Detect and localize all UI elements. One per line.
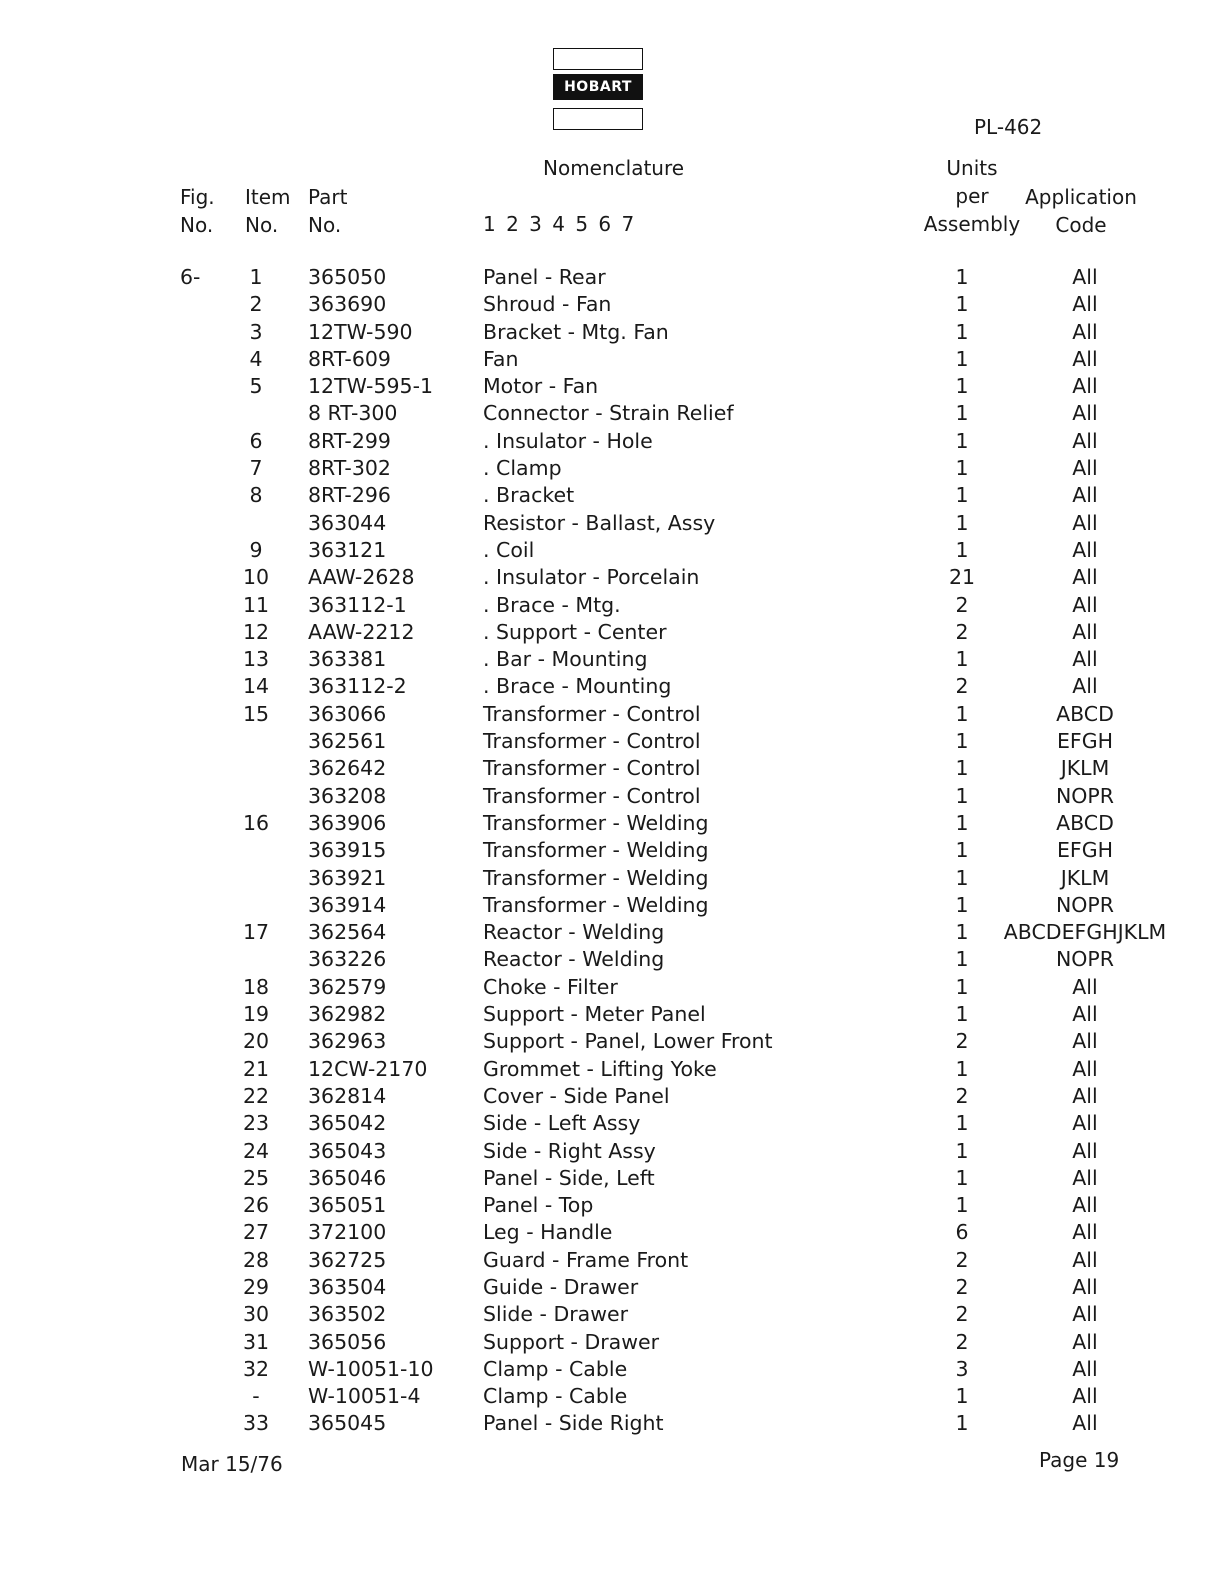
nomenclature: . Clamp — [483, 456, 562, 481]
item-no: 28 — [242, 1247, 270, 1272]
application-code: All — [1072, 1356, 1098, 1381]
item-no: - — [252, 1384, 260, 1409]
units-per-assembly: 1 — [955, 1411, 969, 1436]
units-per-assembly: 1 — [955, 428, 969, 453]
nomenclature: Panel - Side Right — [483, 1411, 664, 1436]
units-per-assembly: 2 — [955, 1329, 969, 1354]
part-no: 365042 — [308, 1111, 387, 1136]
part-no: 362725 — [308, 1247, 387, 1272]
table-row — [0, 1329, 1222, 1356]
application-code: All — [1072, 1138, 1098, 1163]
item-no: 9 — [249, 537, 263, 562]
application-code: All — [1072, 674, 1098, 699]
nomenclature: Transformer - Welding — [483, 838, 709, 863]
item-no: 8 — [249, 483, 263, 508]
item-no: 10 — [242, 565, 270, 590]
header-units-line3: Assembly — [923, 212, 1021, 236]
table-row — [0, 701, 1222, 728]
table-row — [0, 428, 1222, 455]
table-row — [0, 1410, 1222, 1437]
table-row — [0, 1192, 1222, 1219]
units-per-assembly: 1 — [955, 1138, 969, 1163]
units-per-assembly: 1 — [955, 292, 969, 317]
nomenclature: Support - Meter Panel — [483, 1002, 706, 1027]
part-no: 363914 — [308, 892, 387, 917]
part-no: 362564 — [308, 920, 387, 945]
header-nomenclature: Nomenclature — [543, 156, 685, 180]
units-per-assembly: 1 — [955, 1056, 969, 1081]
application-code: NOPR — [1055, 783, 1115, 808]
application-code: All — [1072, 619, 1098, 644]
part-no: 362814 — [308, 1083, 387, 1108]
table-row — [0, 510, 1222, 537]
application-code: NOPR — [1055, 947, 1115, 972]
units-per-assembly: 1 — [955, 647, 969, 672]
units-per-assembly: 2 — [955, 674, 969, 699]
units-per-assembly: 1 — [955, 510, 969, 535]
application-code: All — [1072, 483, 1098, 508]
part-no: 363502 — [308, 1302, 387, 1327]
application-code: All — [1072, 1111, 1098, 1136]
units-per-assembly: 2 — [955, 1302, 969, 1327]
application-code: All — [1072, 456, 1098, 481]
nomenclature: Motor - Fan — [483, 374, 599, 399]
nomenclature: Shroud - Fan — [483, 292, 612, 317]
footer-page-number: Page 19 — [1039, 1448, 1120, 1472]
nomenclature: Transformer - Welding — [483, 892, 709, 917]
table-row — [0, 592, 1222, 619]
application-code: All — [1072, 592, 1098, 617]
nomenclature: Clamp - Cable — [483, 1356, 628, 1381]
application-code: All — [1072, 1193, 1098, 1218]
units-per-assembly: 1 — [955, 401, 969, 426]
table-row — [0, 783, 1222, 810]
nomenclature: Support - Drawer — [483, 1329, 660, 1354]
table-row — [0, 482, 1222, 509]
part-no: 363921 — [308, 865, 387, 890]
table-row — [0, 455, 1222, 482]
fig-no: 6- — [180, 265, 201, 289]
parts-list — [0, 264, 1222, 1438]
application-code: All — [1072, 1083, 1098, 1108]
header-application-line2: Code — [1055, 213, 1107, 237]
header-part-line1: Part — [308, 185, 348, 209]
part-no: W-10051-10 — [308, 1356, 434, 1381]
part-no: 363906 — [308, 810, 387, 835]
application-code: EFGH — [1056, 729, 1114, 754]
part-no: 362642 — [308, 756, 387, 781]
table-row — [0, 673, 1222, 700]
item-no: 31 — [242, 1329, 270, 1354]
item-no: 29 — [242, 1274, 270, 1299]
item-no: 14 — [242, 674, 270, 699]
table-row — [0, 810, 1222, 837]
part-no: 365051 — [308, 1193, 387, 1218]
part-no: 363504 — [308, 1274, 387, 1299]
nomenclature: Choke - Filter — [483, 974, 618, 999]
logo-top-box — [553, 48, 643, 70]
part-no: 365050 — [308, 265, 387, 289]
nomenclature: Connector - Strain Relief — [483, 401, 734, 426]
hobart-logo — [553, 48, 643, 130]
table-row — [0, 564, 1222, 591]
header-fig-no — [180, 183, 215, 239]
header-item-no — [245, 183, 291, 239]
nomenclature: . Coil — [483, 537, 535, 562]
part-no: 12CW-2170 — [308, 1056, 428, 1081]
units-per-assembly: 2 — [955, 592, 969, 617]
part-no: 363208 — [308, 783, 387, 808]
nomenclature: . Support - Center — [483, 619, 667, 644]
nomenclature: Guard - Frame Front — [483, 1247, 689, 1272]
table-row — [0, 1165, 1222, 1192]
nomenclature: Slide - Drawer — [483, 1302, 629, 1327]
nomenclature: Grommet - Lifting Yoke — [483, 1056, 717, 1081]
table-row — [0, 1301, 1222, 1328]
part-no: 363690 — [308, 292, 387, 317]
nomenclature: Reactor - Welding — [483, 920, 665, 945]
item-no: 20 — [242, 1029, 270, 1054]
nomenclature: Side - Left Assy — [483, 1111, 641, 1136]
application-code: All — [1072, 1029, 1098, 1054]
units-per-assembly: 1 — [955, 947, 969, 972]
table-row — [0, 1056, 1222, 1083]
item-no: 6 — [249, 428, 263, 453]
table-row — [0, 1219, 1222, 1246]
part-no: 365045 — [308, 1411, 387, 1436]
units-per-assembly: 2 — [955, 1274, 969, 1299]
nomenclature: . Bracket — [483, 483, 575, 508]
application-code: All — [1072, 346, 1098, 371]
application-code: All — [1072, 1002, 1098, 1027]
header-units-line2: per — [955, 184, 989, 208]
header-units-line1: Units — [946, 156, 998, 180]
part-no: 363381 — [308, 647, 387, 672]
part-no: 12TW-590 — [308, 319, 413, 344]
nomenclature: Side - Right Assy — [483, 1138, 656, 1163]
units-per-assembly: 1 — [955, 346, 969, 371]
part-no: 365043 — [308, 1138, 387, 1163]
application-code: JKLM — [1060, 865, 1110, 890]
units-per-assembly: 1 — [955, 1165, 969, 1190]
units-per-assembly: 1 — [955, 265, 969, 289]
nomenclature: Leg - Handle — [483, 1220, 613, 1245]
application-code: All — [1072, 1411, 1098, 1436]
nomenclature: Transformer - Welding — [483, 810, 709, 835]
application-code: All — [1072, 292, 1098, 317]
part-no: 8RT-296 — [308, 483, 391, 508]
application-code: All — [1072, 1220, 1098, 1245]
units-per-assembly: 1 — [955, 1111, 969, 1136]
units-per-assembly: 21 — [948, 565, 976, 590]
application-code: ABCDEFGHJKLM — [1003, 920, 1167, 945]
header-part-no — [308, 183, 347, 239]
table-row — [0, 1001, 1222, 1028]
table-row — [0, 1083, 1222, 1110]
nomenclature: Transformer - Welding — [483, 865, 709, 890]
units-per-assembly: 1 — [955, 756, 969, 781]
units-per-assembly: 1 — [955, 1193, 969, 1218]
item-no: 33 — [242, 1411, 270, 1436]
header-item-line1: Item — [245, 185, 291, 209]
units-per-assembly: 1 — [955, 810, 969, 835]
units-per-assembly: 1 — [955, 1002, 969, 1027]
table-row — [0, 646, 1222, 673]
units-per-assembly: 6 — [955, 1220, 969, 1245]
header-fig-line2: No. — [180, 213, 214, 237]
logo-bottom-box — [553, 108, 643, 130]
units-per-assembly: 1 — [955, 319, 969, 344]
nomenclature: Transformer - Control — [483, 756, 701, 781]
part-no: 365056 — [308, 1329, 387, 1354]
table-row — [0, 892, 1222, 919]
item-no: 12 — [242, 619, 270, 644]
nomenclature: . Brace - Mtg. — [483, 592, 621, 617]
units-per-assembly: 1 — [955, 456, 969, 481]
table-row — [0, 319, 1222, 346]
table-row — [0, 264, 1222, 291]
part-no: 8 RT-300 — [308, 401, 398, 426]
application-code: All — [1072, 1247, 1098, 1272]
header-indent-levels: 1 2 3 4 5 6 7 — [483, 212, 637, 236]
application-code: EFGH — [1056, 838, 1114, 863]
table-row — [0, 400, 1222, 427]
item-no: 2 — [249, 292, 263, 317]
application-code: NOPR — [1055, 892, 1115, 917]
table-row — [0, 837, 1222, 864]
units-per-assembly: 2 — [955, 1029, 969, 1054]
application-code: All — [1072, 1165, 1098, 1190]
nomenclature: Transformer - Control — [483, 783, 701, 808]
units-per-assembly: 2 — [955, 1247, 969, 1272]
item-no: 4 — [249, 346, 263, 371]
part-no: 363915 — [308, 838, 387, 863]
nomenclature: Bracket - Mtg. Fan — [483, 319, 669, 344]
application-code: All — [1072, 319, 1098, 344]
footer-date: Mar 15/76 — [181, 1452, 283, 1476]
part-no: 362579 — [308, 974, 387, 999]
table-row — [0, 537, 1222, 564]
application-code: All — [1072, 565, 1098, 590]
table-row — [0, 1110, 1222, 1137]
table-row — [0, 291, 1222, 318]
nomenclature: Panel - Side, Left — [483, 1165, 655, 1190]
table-row — [0, 1274, 1222, 1301]
part-no: 362963 — [308, 1029, 387, 1054]
item-no: 27 — [242, 1220, 270, 1245]
units-per-assembly: 1 — [955, 974, 969, 999]
header-units-per-assembly — [912, 154, 1032, 238]
item-no: 32 — [242, 1356, 270, 1381]
nomenclature: Support - Panel, Lower Front — [483, 1029, 773, 1054]
part-no: AAW-2628 — [308, 565, 415, 590]
item-no: 19 — [242, 1002, 270, 1027]
application-code: All — [1072, 1329, 1098, 1354]
application-code: All — [1072, 1384, 1098, 1409]
item-no: 15 — [242, 701, 270, 726]
table-row — [0, 1138, 1222, 1165]
item-no: 5 — [249, 374, 263, 399]
table-row — [0, 755, 1222, 782]
nomenclature: . Insulator - Hole — [483, 428, 653, 453]
table-row — [0, 619, 1222, 646]
document-number: PL-462 — [974, 115, 1043, 139]
part-no: 363226 — [308, 947, 387, 972]
nomenclature: Panel - Rear — [483, 265, 606, 289]
item-no: 22 — [242, 1083, 270, 1108]
table-row — [0, 1383, 1222, 1410]
application-code: All — [1072, 265, 1098, 289]
part-no: 363112-1 — [308, 592, 407, 617]
item-no: 3 — [249, 319, 263, 344]
item-no: 11 — [242, 592, 270, 617]
table-row — [0, 1247, 1222, 1274]
units-per-assembly: 1 — [955, 537, 969, 562]
part-no: 8RT-299 — [308, 428, 391, 453]
part-no: 8RT-302 — [308, 456, 391, 481]
table-row — [0, 974, 1222, 1001]
nomenclature: Resistor - Ballast, Assy — [483, 510, 716, 535]
units-per-assembly: 1 — [955, 838, 969, 863]
part-no: 12TW-595-1 — [308, 374, 434, 399]
part-no: 362982 — [308, 1002, 387, 1027]
item-no: 16 — [242, 810, 270, 835]
table-row — [0, 946, 1222, 973]
units-per-assembly: 1 — [955, 1384, 969, 1409]
header-application-line1: Application — [1025, 185, 1137, 209]
nomenclature: Panel - Top — [483, 1193, 594, 1218]
application-code: JKLM — [1060, 756, 1110, 781]
application-code: All — [1072, 974, 1098, 999]
application-code: ABCD — [1056, 701, 1114, 726]
header-fig-line1: Fig. — [180, 185, 215, 209]
nomenclature: Cover - Side Panel — [483, 1083, 670, 1108]
header-application-code — [1016, 183, 1146, 239]
part-no: 363121 — [308, 537, 387, 562]
table-row — [0, 346, 1222, 373]
application-code: All — [1072, 537, 1098, 562]
nomenclature: Transformer - Control — [483, 729, 701, 754]
units-per-assembly: 1 — [955, 701, 969, 726]
nomenclature: . Insulator - Porcelain — [483, 565, 700, 590]
units-per-assembly: 1 — [955, 865, 969, 890]
units-per-assembly: 2 — [955, 619, 969, 644]
item-no: 26 — [242, 1193, 270, 1218]
units-per-assembly: 1 — [955, 729, 969, 754]
nomenclature: Fan — [483, 346, 519, 371]
table-row — [0, 865, 1222, 892]
item-no: 24 — [242, 1138, 270, 1163]
item-no: 18 — [242, 974, 270, 999]
item-no: 17 — [242, 920, 270, 945]
nomenclature: . Bar - Mounting — [483, 647, 648, 672]
item-no: 13 — [242, 647, 270, 672]
application-code: All — [1072, 647, 1098, 672]
nomenclature: Clamp - Cable — [483, 1384, 628, 1409]
nomenclature: Reactor - Welding — [483, 947, 665, 972]
part-no: 363112-2 — [308, 674, 407, 699]
units-per-assembly: 1 — [955, 483, 969, 508]
item-no: 25 — [242, 1165, 270, 1190]
application-code: ABCD — [1056, 810, 1114, 835]
table-row — [0, 919, 1222, 946]
application-code: All — [1072, 1302, 1098, 1327]
part-no: 362561 — [308, 729, 387, 754]
table-row — [0, 1356, 1222, 1383]
nomenclature: Guide - Drawer — [483, 1274, 639, 1299]
item-no: 30 — [242, 1302, 270, 1327]
application-code: All — [1072, 401, 1098, 426]
units-per-assembly: 3 — [955, 1356, 969, 1381]
units-per-assembly: 1 — [955, 920, 969, 945]
units-per-assembly: 1 — [955, 374, 969, 399]
part-no: W-10051-4 — [308, 1384, 421, 1409]
item-no: 1 — [249, 265, 263, 289]
part-no: 8RT-609 — [308, 346, 391, 371]
application-code: All — [1072, 374, 1098, 399]
nomenclature: Transformer - Control — [483, 701, 701, 726]
part-no: 363044 — [308, 510, 387, 535]
item-no: 23 — [242, 1111, 270, 1136]
units-per-assembly: 2 — [955, 1083, 969, 1108]
nomenclature: . Brace - Mounting — [483, 674, 672, 699]
table-row — [0, 1028, 1222, 1055]
application-code: All — [1072, 1056, 1098, 1081]
table-row — [0, 728, 1222, 755]
part-no: 365046 — [308, 1165, 387, 1190]
application-code: All — [1072, 428, 1098, 453]
units-per-assembly: 1 — [955, 783, 969, 808]
application-code: All — [1072, 1274, 1098, 1299]
logo-text: HOBART — [553, 74, 643, 100]
part-no: AAW-2212 — [308, 619, 415, 644]
units-per-assembly: 1 — [955, 892, 969, 917]
table-row — [0, 373, 1222, 400]
header-part-line2: No. — [308, 213, 342, 237]
header-item-line2: No. — [245, 213, 279, 237]
item-no: 7 — [249, 456, 263, 481]
application-code: All — [1072, 510, 1098, 535]
part-no: 363066 — [308, 701, 387, 726]
part-no: 372100 — [308, 1220, 387, 1245]
item-no: 21 — [242, 1056, 270, 1081]
